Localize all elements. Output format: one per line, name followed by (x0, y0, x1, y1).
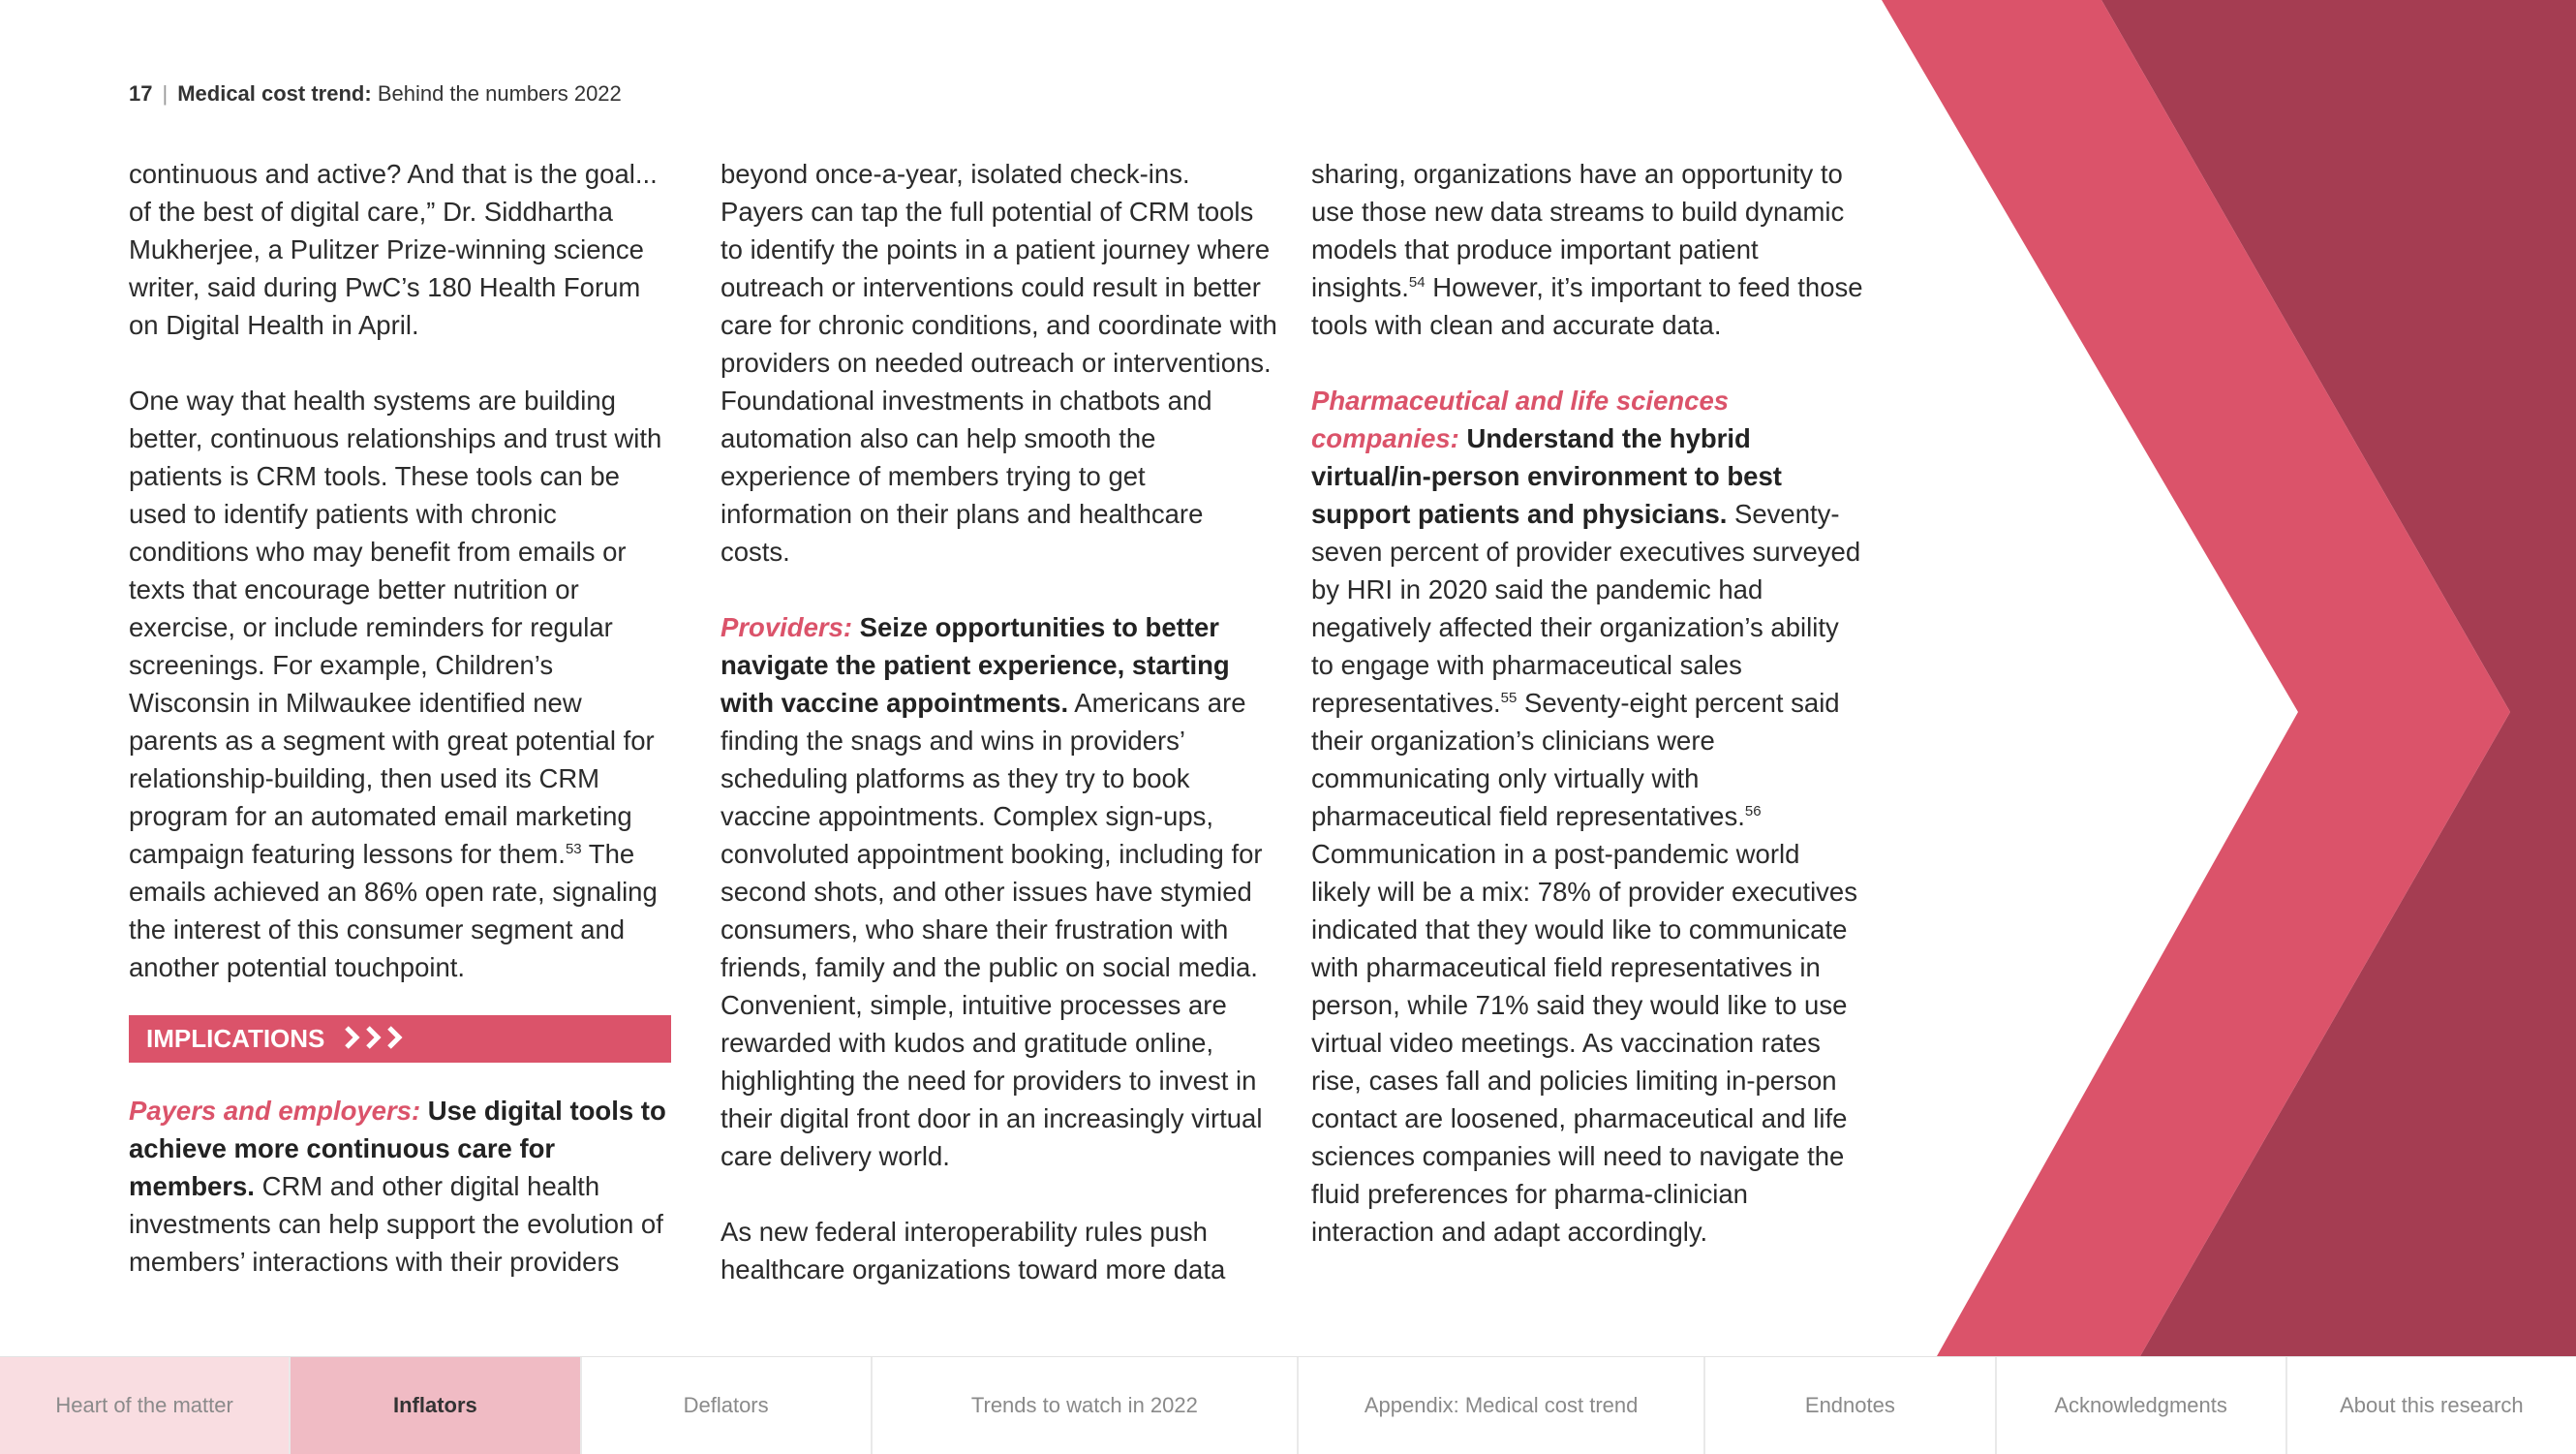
report-title-bold: Medical cost trend: (177, 81, 372, 106)
page-header: 17 | Medical cost trend: Behind the numbers 2022 (129, 81, 622, 106)
page-number: 17 (129, 81, 153, 106)
implications-label: IMPLICATIONS (146, 1024, 325, 1053)
section-lead: Payers and employers: (129, 1096, 421, 1126)
report-title: Behind the numbers 2022 (377, 81, 622, 106)
nav-inflators[interactable]: Inflators (289, 1357, 579, 1454)
nav-acknowledgments[interactable]: Acknowledgments (1995, 1357, 2285, 1454)
endnote-ref[interactable]: 56 (1744, 802, 1762, 820)
paragraph: Payers and employers: Use digital tools to achieve more continuous care for members. CRM and other digital health investments can help support the evolution of members’ interactions with their providers (129, 1096, 666, 1277)
section-navigation (0, 1356, 2576, 1454)
paragraph: As new federal interoperability rules push healthcare organizations toward more data (721, 1217, 1226, 1284)
section-lead: Pharmaceutical and life sciences companies: (1311, 386, 1730, 453)
paragraph: beyond once-a-year, isolated check-ins. Payers can tap the full potential of CRM tools to identify the points in a patient journey where outreach or interventions could result in better care for chronic conditions, and coordinate with providers on needed outreach or interventions. Foundational investments in chatbots and automation also can help smooth the experience of members trying to get information on their plans and healthcare costs. (721, 159, 1277, 567)
implications-banner (129, 1015, 671, 1063)
endnote-ref[interactable]: 54 (1408, 273, 1426, 291)
nav-deflators[interactable]: Deflators (580, 1357, 871, 1454)
paragraph: Providers: Seize opportunities to better navigate the patient experience, starting with vaccine appointments. Americans are finding the snags and wins in providers’ scheduling platforms as they try to book vaccine appointments. Complex sign-ups, convoluted appointment booking, including for second shots, and other issues have stymied consumers, who share their frustration with friends, family and the public on social media. Convenient, simple, intuitive processes are rewarded with kudos and gratitude online, highlighting the need for providers to invest in their digital front door in an increasingly virtual care delivery world. (721, 612, 1263, 1171)
column-1 (129, 155, 671, 1281)
paragraph: continuous and active? And that is the goal... of the best of digital care,” Dr. Siddhartha Mukherjee, a Pulitzer Prize-winning science writer, said during PwC’s 180 Health Forum on Digital Health in April. (129, 159, 658, 340)
triple-chevron-icon (344, 1025, 414, 1050)
nav-trends-to-watch[interactable]: Trends to watch in 2022 (871, 1357, 1297, 1454)
endnote-ref[interactable]: 53 (565, 840, 582, 857)
column-2 (721, 155, 1277, 1288)
nav-endnotes[interactable]: Endnotes (1703, 1357, 1994, 1454)
column-3 (1311, 155, 1863, 1251)
nav-heart-of-the-matter[interactable]: Heart of the matter (0, 1357, 289, 1454)
paragraph: One way that health systems are building better, continuous relationships and trust with patients is CRM tools. These tools can be used to identify patients with chronic conditions who may benefit from emails or texts that encourage better nutrition or exercise, or include reminders for regular screenings. For example, Children’s Wisconsin in Milwaukee identified new parents as a segment with great potential for relationship-building, then used its CRM program for an automated email marketing campaign featuring lessons for them.$^{53}$ The emails achieved an 86% open rate, signaling the interest of this consumer segment and another potential touchpoint. (129, 386, 662, 982)
nav-about-this-research[interactable]: About this research (2285, 1357, 2576, 1454)
nav-appendix[interactable]: Appendix: Medical cost trend (1297, 1357, 1703, 1454)
section-lead: Providers: (721, 612, 853, 642)
paragraph: sharing, organizations have an opportunity to use those new data streams to build dynamic models that produce important patient insights.$^{54}$ However, it’s important to feed those tools with clean and accurate data. (1311, 159, 1863, 340)
endnote-ref[interactable]: 55 (1500, 689, 1518, 706)
paragraph: Pharmaceutical and life sciences companies: Understand the hybrid virtual/in-person environment to best support patients and physicians. Seventy-seven percent of provider executives surveyed by HRI in 2020 said the pandemic had negatively affected their organization’s ability to engage with pharmaceutical sales representatives.$^{55}$ Seventy-eight percent said their organization’s clinicians were communicating only virtually with pharmaceutical field representatives.$^{56}$ Communication in a post-pandemic world likely will be a mix: 78% of provider executives indicated that they would like to communicate with pharmaceutical field representatives in person, while 71% said they would like to use virtual video meetings. As vaccination rates rise, cases fall and policies limiting in-person contact are loosened, pharmaceutical and life sciences companies will need to navigate the fluid preferences for pharma-clinician interaction and adapt accordingly. (1311, 386, 1861, 1247)
